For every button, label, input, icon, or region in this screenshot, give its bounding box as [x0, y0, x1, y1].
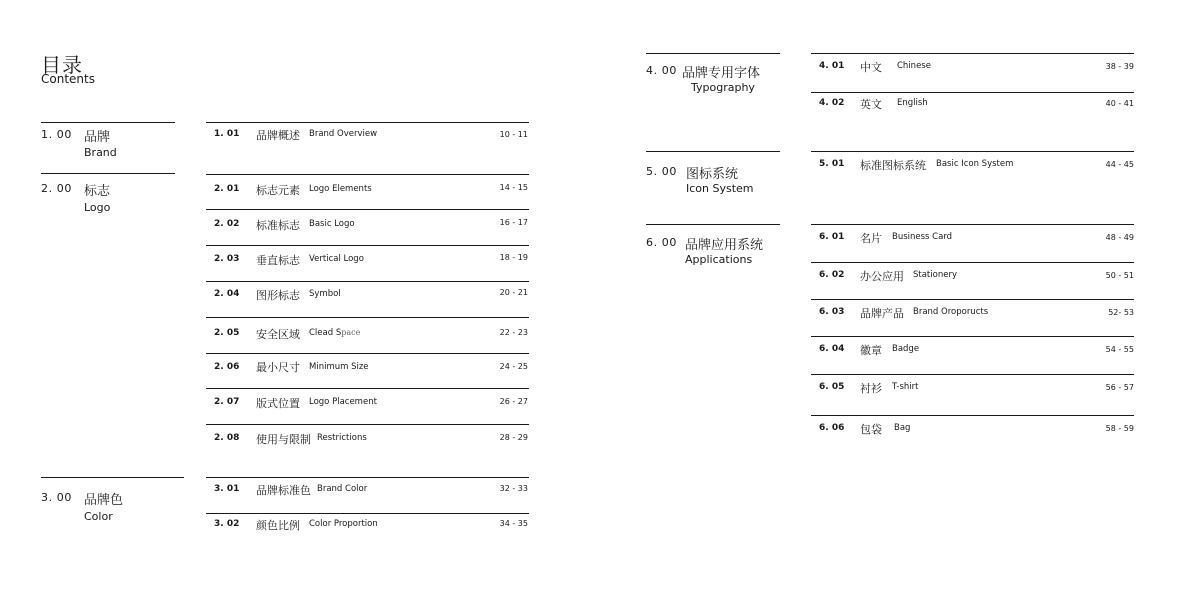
item-title-en: Logo Elements [309, 184, 372, 194]
item-number: 6. 06 [819, 423, 845, 433]
item-title-en: Badge [892, 344, 920, 354]
item-pages: 38 - 39 [1105, 62, 1134, 71]
item-title-cn: 标准图标系统 [860, 159, 926, 172]
item-pages: 22 - 23 [499, 328, 528, 337]
section-title-cn: 品牌 [84, 130, 111, 145]
item-rule [206, 424, 529, 425]
item-title-cn: 品牌产品 [860, 307, 904, 320]
item-title-cn: 使用与限制 [256, 433, 311, 446]
item-title-en: Restrictions [317, 433, 367, 443]
item-title-en: English [897, 98, 928, 108]
item-rule [811, 92, 1134, 93]
item-pages: 20 - 21 [499, 288, 528, 297]
section-title-cn: 品牌色 [84, 493, 124, 508]
item-rule [206, 281, 529, 282]
item-title-en: Brand Oroporucts [913, 307, 989, 317]
item-number: 6. 05 [819, 382, 845, 392]
section-title-en: Color [84, 510, 113, 523]
item-rule [206, 122, 529, 123]
item-rule [811, 151, 1134, 152]
item-rule [811, 224, 1134, 225]
item-pages: 28 - 29 [499, 433, 528, 442]
item-title-cn: 颜色比例 [256, 519, 300, 532]
item-pages: 40 - 41 [1105, 99, 1134, 108]
item-rule [811, 262, 1134, 263]
item-rule [206, 477, 529, 478]
item-rule [206, 513, 529, 514]
item-rule [206, 353, 529, 354]
item-pages: 32 - 33 [499, 484, 528, 493]
item-number: 2. 02 [214, 219, 240, 229]
item-rule [811, 336, 1134, 337]
item-number: 2. 01 [214, 184, 240, 194]
item-number: 4. 01 [819, 61, 845, 71]
item-rule [206, 209, 529, 210]
item-pages: 34 - 35 [499, 519, 528, 528]
item-rule [206, 317, 529, 318]
section-number: 5. 00 [646, 165, 677, 178]
page-subtitle: Contents [41, 72, 95, 86]
section-title-cn: 标志 [84, 184, 111, 199]
item-title-cn: 办公应用 [860, 270, 904, 283]
item-number: 6. 04 [819, 344, 845, 354]
item-pages: 24 - 25 [499, 362, 528, 371]
section-title-en: Brand [84, 146, 117, 159]
item-title-cn: 名片 [860, 232, 882, 245]
item-number: 5. 01 [819, 159, 845, 169]
item-number: 6. 01 [819, 232, 845, 242]
item-number: 2. 04 [214, 289, 240, 299]
item-rule [206, 245, 529, 246]
item-title-en-main: Clead S [309, 328, 342, 338]
item-number: 6. 02 [819, 270, 845, 280]
section-title-cn: 图标系统 [686, 167, 739, 182]
item-title-cn: 标准标志 [256, 219, 300, 232]
item-title-en: Minimum Size [309, 362, 369, 372]
item-number: 2. 06 [214, 362, 240, 372]
section-rule [41, 173, 175, 174]
item-pages: 44 - 45 [1105, 160, 1134, 169]
item-pages: 48 - 49 [1105, 233, 1134, 242]
section-rule [41, 477, 184, 478]
item-title-en [309, 328, 360, 338]
item-pages: 16 - 17 [499, 218, 528, 227]
item-title-en: Basic Icon System [936, 159, 1014, 169]
item-title-en: Logo Placement [309, 397, 377, 407]
item-title-cn: 徽章 [860, 344, 882, 357]
section-number: 1. 00 [41, 128, 72, 141]
section-rule [646, 53, 780, 54]
item-pages: 54 - 55 [1105, 345, 1134, 354]
item-number: 2. 07 [214, 397, 240, 407]
section-rule [41, 122, 175, 123]
item-title-cn: 英文 [860, 98, 882, 111]
item-title-en: Color Proportion [309, 519, 378, 529]
item-title-en: Brand Overview [309, 129, 378, 139]
item-number: 2. 03 [214, 254, 240, 264]
item-title-en: Business Card [892, 232, 953, 242]
item-title-en: Symbol [309, 289, 341, 299]
section-title-cn: 品牌应用系统 [685, 238, 764, 253]
item-title-cn: 衬衫 [860, 382, 882, 395]
item-title-en: Bag [894, 423, 911, 433]
section-title-en: Logo [84, 201, 111, 214]
item-number: 2. 05 [214, 328, 240, 338]
item-pages: 26 - 27 [499, 397, 528, 406]
item-number: 3. 02 [214, 519, 240, 529]
section-title-en: Icon System [686, 182, 754, 195]
item-title-en-tail: pace [341, 328, 361, 337]
item-title-en: T-shirt [892, 382, 919, 392]
item-title-en: Brand Color [317, 484, 368, 494]
item-rule [206, 388, 529, 389]
item-title-cn: 包袋 [860, 423, 882, 436]
item-title-en: Stationery [913, 270, 957, 280]
item-title-cn: 垂直标志 [256, 254, 300, 267]
section-number: 3. 00 [41, 491, 72, 504]
section-number: 2. 00 [41, 182, 72, 195]
item-rule [811, 415, 1134, 416]
item-number: 2. 08 [214, 433, 240, 443]
section-title-en: Typography [691, 81, 755, 94]
page-title: 目录 [41, 53, 83, 77]
section-title-cn: 品牌专用字体 [682, 66, 761, 81]
item-number: 3. 01 [214, 484, 240, 494]
item-title-cn: 中文 [860, 61, 882, 74]
item-title-cn: 图形标志 [256, 289, 300, 302]
item-title-cn: 品牌标准色 [256, 484, 311, 497]
item-title-cn: 安全区域 [256, 328, 300, 341]
item-pages: 50 - 51 [1105, 271, 1134, 280]
item-title-cn: 品牌概述 [256, 129, 300, 142]
item-title-cn: 标志元素 [256, 184, 300, 197]
item-rule [811, 299, 1134, 300]
item-pages: 18 - 19 [499, 253, 528, 262]
item-number: 4. 02 [819, 98, 845, 108]
item-rule [206, 174, 529, 175]
item-number: 6. 03 [819, 307, 845, 317]
item-rule [811, 374, 1134, 375]
item-title-cn: 版式位置 [256, 397, 300, 410]
item-title-cn: 最小尺寸 [256, 361, 300, 374]
item-title-en: Chinese [897, 61, 931, 71]
section-number: 6. 00 [646, 236, 677, 249]
item-pages: 58 - 59 [1105, 424, 1134, 433]
item-number: 1. 01 [214, 129, 240, 139]
item-title-en: Vertical Logo [309, 254, 364, 264]
section-title-en: Applications [685, 253, 753, 266]
item-pages: 14 - 15 [499, 183, 528, 192]
item-pages: 52- 53 [1108, 308, 1134, 317]
item-title-en: Basic Logo [309, 219, 355, 229]
item-pages: 10 - 11 [499, 130, 528, 139]
item-rule [811, 53, 1134, 54]
item-pages: 56 - 57 [1105, 383, 1134, 392]
section-rule [646, 151, 780, 152]
section-number: 4. 00 [646, 64, 677, 77]
section-rule [646, 224, 780, 225]
